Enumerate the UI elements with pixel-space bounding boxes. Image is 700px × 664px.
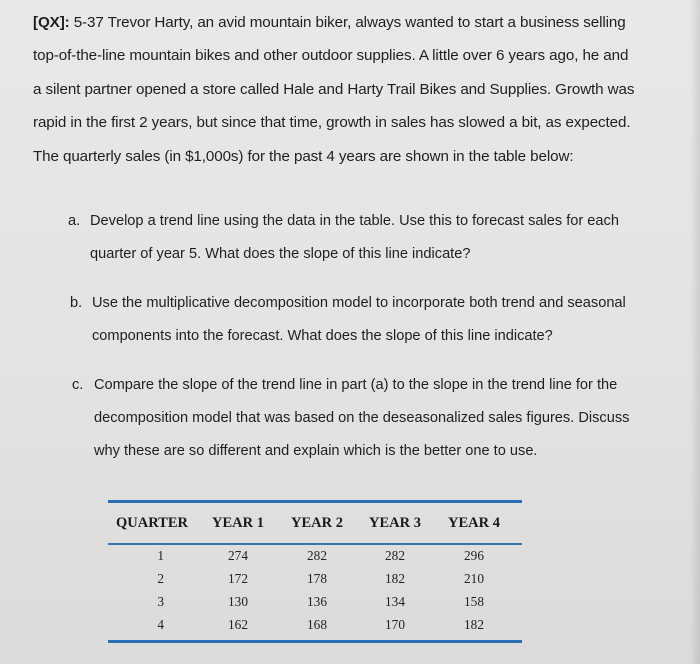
cell-year-2: 136	[307, 594, 327, 609]
cell-quarter: 2	[157, 571, 164, 586]
question-line: Develop a trend line using the data in the table. Use this to forecast sales for each	[90, 213, 619, 229]
header-year-4: YEAR 4	[448, 514, 500, 531]
page-edge-shadow	[690, 0, 700, 664]
cell-year-3: 282	[385, 548, 405, 563]
question-line: decomposition model that was based on the deseasonalized sales figures. Discuss	[94, 410, 630, 426]
table-row	[108, 591, 522, 614]
problem-intro	[33, 6, 658, 173]
cell-quarter: 4	[157, 617, 164, 632]
cell-year-4: 182	[464, 617, 484, 632]
question-line: Compare the slope of the trend line in part (a) to the slope in the trend line for the	[94, 377, 618, 393]
question-letter: a.	[68, 213, 81, 229]
question-line: why these are so different and explain which is the better one to use.	[94, 443, 538, 459]
cell-year-4: 158	[464, 594, 484, 609]
question-line: components into the forecast. What does the slope of this line indicate?	[92, 328, 553, 344]
cell-year-4: 210	[464, 571, 484, 586]
intro-line	[33, 6, 658, 39]
table-row	[108, 568, 522, 591]
cell-year-1: 172	[228, 571, 248, 586]
question-letter: b.	[70, 295, 83, 311]
problem-tag: [QX]:	[33, 14, 70, 31]
header-year-1: YEAR 1	[212, 514, 264, 531]
cell-quarter: 1	[157, 548, 164, 563]
question-list	[68, 205, 658, 484]
question-a	[68, 205, 658, 271]
intro-line: top-of-the-line mountain bikes and other outdoor supplies. A little over 6 years ago, he and	[33, 47, 629, 65]
cell-year-1: 130	[228, 594, 248, 609]
cell-year-4: 296	[464, 548, 484, 563]
cell-quarter: 3	[157, 594, 164, 609]
intro-line: The quarterly sales (in $1,000s) for the past 4 years are shown in the table below:	[33, 147, 574, 165]
intro-line-text: 5-37 Trevor Harty, an avid mountain biker, always wanted to start a business selling	[73, 14, 626, 31]
table-row	[108, 545, 522, 568]
header-year-3: YEAR 3	[369, 514, 421, 531]
question-c	[72, 369, 658, 468]
cell-year-1: 162	[228, 617, 248, 632]
table-bottom-rule	[108, 640, 522, 643]
cell-year-1: 274	[228, 548, 248, 563]
question-line: Use the multiplicative decomposition model to incorporate both trend and seasonal	[92, 295, 626, 311]
question-b	[70, 287, 658, 353]
header-quarter: QUARTER	[116, 514, 188, 531]
cell-year-2: 178	[307, 571, 327, 586]
cell-year-2: 282	[307, 548, 327, 563]
table-header-row	[108, 503, 522, 543]
table-row	[108, 614, 522, 637]
sales-table	[108, 500, 522, 643]
cell-year-3: 170	[385, 617, 405, 632]
header-year-2: YEAR 2	[291, 514, 343, 531]
cell-year-3: 182	[385, 571, 405, 586]
cell-year-3: 134	[385, 594, 405, 609]
intro-line: rapid in the first 2 years, but since that time, growth in sales has slowed a bit, as expected.	[33, 114, 631, 132]
intro-line: a silent partner opened a store called Hale and Harty Trail Bikes and Supplies. Growth was	[33, 80, 635, 98]
cell-year-2: 168	[307, 617, 327, 632]
question-letter: c.	[72, 377, 84, 393]
question-line: quarter of year 5. What does the slope of this line indicate?	[90, 246, 471, 262]
